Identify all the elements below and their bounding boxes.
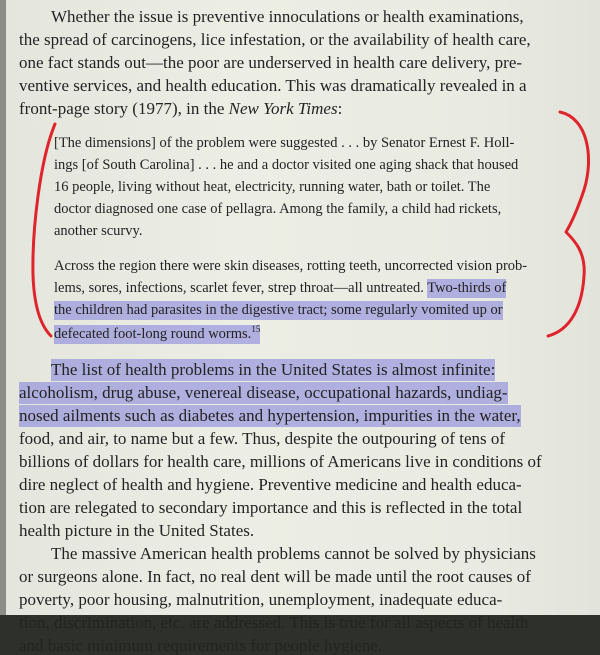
para2-line-5: billions of dollars for health care, millions of Americans live in conditions of [19,452,542,471]
para3-line-1: The massive American health problems cannot be solved by physicians [51,544,536,563]
quote-line-4: doctor diagnosed one case of pellagra. Among the family, a child had rickets, [54,201,502,217]
quote-line-1: [The dimensions] of the problem were suggested . . . by Senator Ernest F. Holl- [54,135,515,151]
para2-line-3 [19,407,521,424]
footnote-marker: 15 [251,324,261,334]
highlight-span [54,325,260,344]
highlight-span: The list of health problems in the United States is almost infinite: [51,360,496,379]
para2-line-8: health picture in the United States. [19,521,255,540]
quote-line-3: 16 people, living without heat, electricity, running water, bath or toilet. The [54,179,491,195]
highlight-span: alcoholism, drug abuse, venereal disease, occupational hazards, undiag- [19,383,508,402]
para3-line-5: and basic minimum requirements for people hygiene. [19,636,383,655]
para2-line-4: food, and air, to name but a few. Thus, despite the outpouring of tens of [19,429,506,448]
para2-line-7: tion are relegated to secondary importance and this is reflected in the total [19,498,523,517]
para3-line-3: poverty, poor housing, malnutrition, unemployment, inadequate educa- [19,590,503,609]
intro-line-1: Whether the issue is preventive innoculations or health examinations, [51,7,524,26]
highlight-span: Two-thirds of [427,280,507,296]
source-title: New York Times [228,99,338,118]
para2-line-2 [19,384,508,401]
quote2-line-2-text: lems, sores, infections, scarlet fever, strep throat—all untreated. [54,280,428,296]
highlight-text: defecated foot-long round worms. [54,325,252,342]
quote-line-2: ings [of South Carolina] . . . he and a doctor visited one aging shack that housed [54,157,519,173]
right-curly-brace-annotation [548,112,589,336]
quote2-line-3 [54,303,503,318]
para2-line-6: dire neglect of health and hygiene. Preventive medicine and health educa- [19,475,522,494]
intro-line-5-text: front-page story (1977), in the [19,99,229,118]
highlight-span: the children had parasites in the digestive tract; some regularly vomited up or [54,302,503,318]
page-binding-edge [0,0,6,615]
para3-line-4: tion, discrimination, etc. are addressed. This is true for all aspects of health [19,613,529,632]
intro-line-3: one fact stands out—the poor are underserved in health care delivery, pre- [19,53,523,72]
intro-line-2: the spread of carcinogens, lice infestation, or the availability of health care, [19,30,531,49]
intro-line-4: ventive services, and health education. This was dramatically revealed in a [19,76,527,95]
intro-line-5-end: : [337,99,343,118]
quote2-line-2 [54,281,506,296]
para2-line-1 [51,361,495,378]
intro-line-5 [19,100,342,117]
left-bracket-annotation [33,124,55,336]
quote-line-5: another scurvy. [54,223,143,239]
quote2-line-4 [54,325,260,341]
para3-line-2: or surgeons alone. In fact, no real dent will be made until the root causes of [19,567,531,586]
quote2-line-1: Across the region there were skin diseases, rotting teeth, uncorrected vision prob- [54,258,528,274]
highlight-span: nosed ailments such as diabetes and hypertension, impurities in the water, [19,406,521,425]
